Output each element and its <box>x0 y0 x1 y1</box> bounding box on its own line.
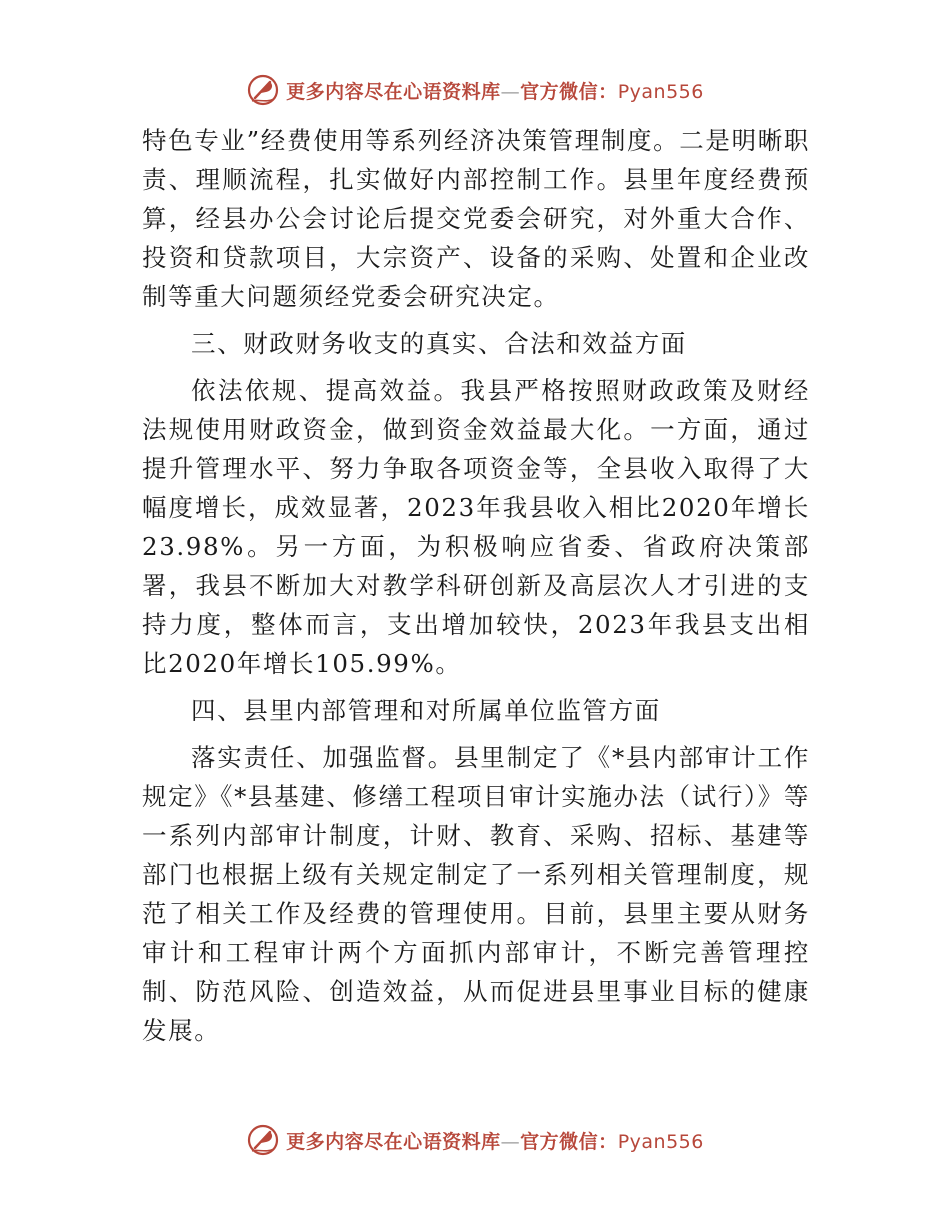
watermark-contact-id: Pyan556 <box>617 1130 704 1153</box>
watermark-text <box>286 77 704 104</box>
quill-logo-icon <box>246 73 280 107</box>
watermark-contact-label: 官方微信： <box>520 80 618 103</box>
watermark-brand: 更多内容尽在心语资料库 <box>286 80 501 103</box>
watermark-brand: 更多内容尽在心语资料库 <box>286 1130 501 1153</box>
watermark-contact-label: 官方微信： <box>520 1130 618 1153</box>
section-heading-4: 四、县里内部管理和对所属单位监管方面 <box>191 696 661 725</box>
quill-logo-icon <box>246 1123 280 1157</box>
paragraph-continued: 特色专业”经费使用等系列经济决策管理制度。二是明晰职责、理顺流程，扎实做好内部控制工作。县里年度经费预算，经县办公会讨论后提交党委会研究，对外重大合作、投资和贷款项目，大宗资产、设备的采购、处置和企业改制等重大问题须经党委会研究决定。 <box>142 126 810 311</box>
paragraph-supervision: 落实责任、加强监督。县里制定了《*县内部审计工作规定》《*县基建、修缮工程项目审计实施办法（试行）》等一系列内部审计制度，计财、教育、采购、招标、基建等部门也根据上级有关规定制定了一系列相关管理制度，规范了相关工作及经费的管理使用。目前，县里主要从财务审计和工程审计两个方面抓内部审计，不断完善管理控制、防范风险、创造效益，从而促进县里事业目标的健康发展。 <box>142 743 810 1045</box>
watermark-banner-top <box>0 70 950 110</box>
section-heading-3: 三、财政财务收支的真实、合法和效益方面 <box>191 329 687 358</box>
paragraph-finance: 依法依规、提高效益。我县严格按照财政政策及财经法规使用财政资金，做到资金效益最大化。一方面，通过提升管理水平、努力争取各项资金等，全县收入取得了大幅度增长，成效显著，2023年我县收入相比2020年增长23.98%。另一方面，为积极响应省委、省政府决策部署，我县不断加大对教学科研创新及高层次人才引进的支持力度，整体而言，支出增加较快，2023年我县支出相比2020年增长105.99%。 <box>142 376 810 678</box>
watermark-contact-id: Pyan556 <box>617 80 704 103</box>
watermark-separator: — <box>500 1130 521 1153</box>
watermark-text <box>286 1127 704 1154</box>
document-body <box>142 121 810 1050</box>
watermark-banner-bottom <box>0 1120 950 1160</box>
watermark-separator: — <box>500 80 521 103</box>
